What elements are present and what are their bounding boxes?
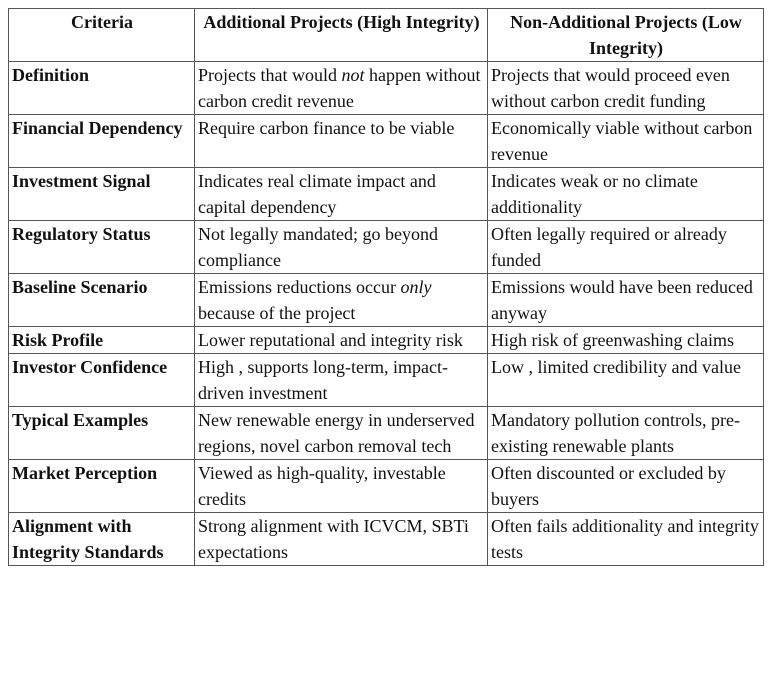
non-additional-cell: Emissions would have been reduced anyway — [488, 274, 764, 327]
table-row — [9, 327, 764, 354]
table-row — [9, 460, 764, 513]
non-additional-cell: Often discounted or excluded by buyers — [488, 460, 764, 513]
table-row — [9, 168, 764, 221]
table-row — [9, 407, 764, 460]
criteria-cell: Financial Dependency — [9, 115, 195, 168]
criteria-cell: Definition — [9, 62, 195, 115]
criteria-cell: Investor Confidence — [9, 354, 195, 407]
additional-cell: New renewable energy in underserved regions, novel carbon removal tech — [195, 407, 488, 460]
additional-cell: Require carbon finance to be viable — [195, 115, 488, 168]
criteria-cell: Typical Examples — [9, 407, 195, 460]
additional-cell: Projects that would not happen without carbon credit revenue — [195, 62, 488, 115]
additional-cell: High , supports long-term, impact-driven investment — [195, 354, 488, 407]
non-additional-cell: Mandatory pollution controls, pre-existing renewable plants — [488, 407, 764, 460]
non-additional-cell: Indicates weak or no climate additionality — [488, 168, 764, 221]
table-row — [9, 62, 764, 115]
header-non-additional: Non-Additional Projects (Low Integrity) — [488, 9, 764, 62]
criteria-cell: Regulatory Status — [9, 221, 195, 274]
header-row — [9, 9, 764, 62]
criteria-cell: Risk Profile — [9, 327, 195, 354]
non-additional-cell: High risk of greenwashing claims — [488, 327, 764, 354]
additional-cell: Emissions reductions occur only because of the project — [195, 274, 488, 327]
additional-cell: Indicates real climate impact and capital dependency — [195, 168, 488, 221]
non-additional-cell: Low , limited credibility and value — [488, 354, 764, 407]
additional-cell: Lower reputational and integrity risk — [195, 327, 488, 354]
non-additional-cell: Economically viable without carbon revenue — [488, 115, 764, 168]
table-row — [9, 513, 764, 566]
table-row — [9, 115, 764, 168]
comparison-table — [8, 8, 764, 566]
table-row — [9, 354, 764, 407]
non-additional-cell: Projects that would proceed even without carbon credit funding — [488, 62, 764, 115]
additional-cell: Strong alignment with ICVCM, SBTi expectations — [195, 513, 488, 566]
criteria-cell: Market Perception — [9, 460, 195, 513]
non-additional-cell: Often legally required or already funded — [488, 221, 764, 274]
criteria-cell: Alignment with Integrity Standards — [9, 513, 195, 566]
table-row — [9, 221, 764, 274]
header-additional: Additional Projects (High Integrity) — [195, 9, 488, 62]
additional-cell: Not legally mandated; go beyond compliance — [195, 221, 488, 274]
criteria-cell: Baseline Scenario — [9, 274, 195, 327]
header-criteria: Criteria — [9, 9, 195, 62]
additional-cell: Viewed as high-quality, investable credits — [195, 460, 488, 513]
table-row — [9, 274, 764, 327]
criteria-cell: Investment Signal — [9, 168, 195, 221]
non-additional-cell: Often fails additionality and integrity tests — [488, 513, 764, 566]
